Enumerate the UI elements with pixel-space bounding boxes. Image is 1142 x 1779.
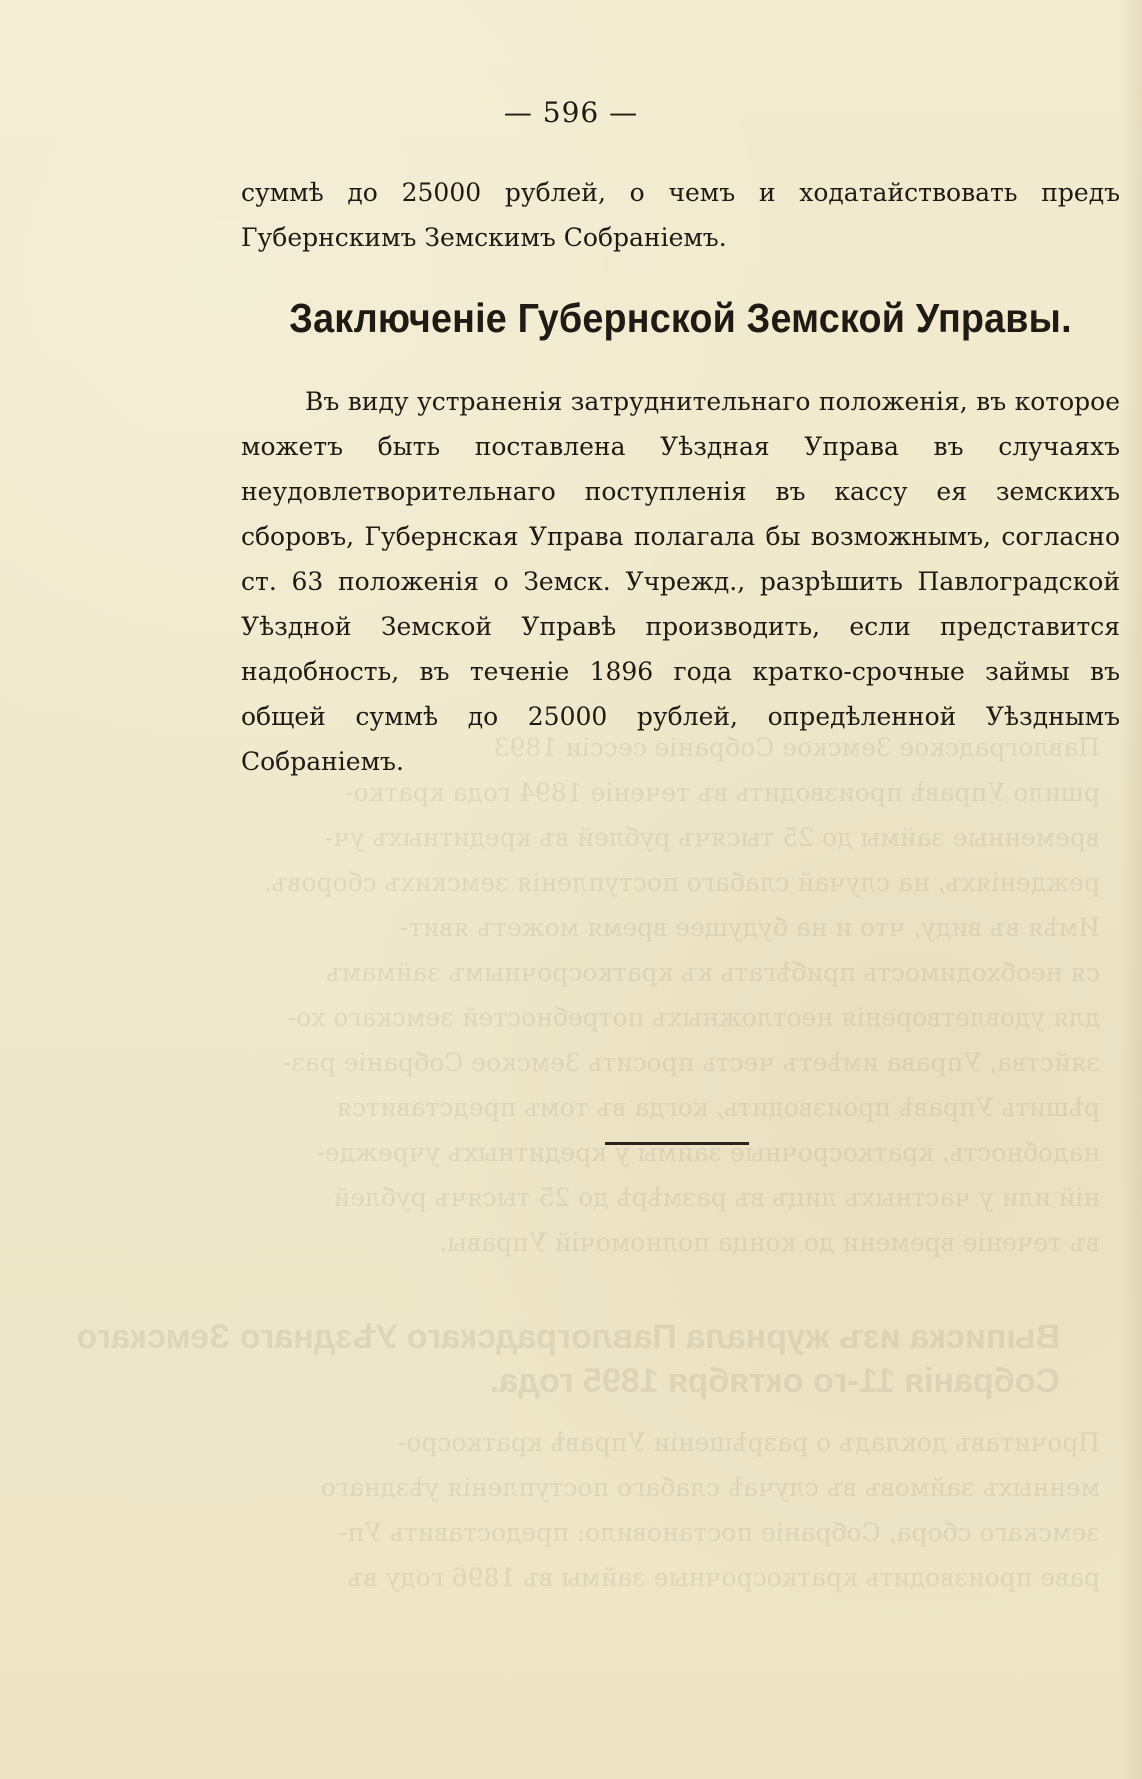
show-through-heading: Выписка изъ журнала Павлоградскаго Уѣзднаго Земскаго Собранія 11-го октября 1895 года. [76, 1318, 1060, 1400]
section-divider [605, 1142, 749, 1145]
show-through-text: Павлоградское Земское Собраніе сессіи 1893 ршило Управѣ производить въ теченіе 1894 года кратко- временные займы до 25 тысячъ рублей въ кредитныхъ уч- режденіяхъ, на случай слабаго поступленія земскихъ сборовъ. Имѣя въ виду, что и на будущее время можетъ явит- ся необходимость прибѣгать къ краткосрочнымъ займамъ для удовлетворенія неотложныхъ потребностей земскаго хо- зяйства, Управа имѣетъ честь просить Земское Собраніе раз- рѣшить Управѣ производить, когда въ томъ представится надобность, краткосрочные займы у кредитныхъ учрежде- ній или у частныхъ лицъ въ размѣрѣ до 25 тысячъ рублей въ теченіе времени до конца полномочій Управы. [263, 733, 1100, 1257]
document-content [241, 170, 1120, 784]
lead-paragraph: суммѣ до 25000 рублей, о чемъ и ходатайствовать предъ Губернскимъ Земскимъ Собраніемъ. [241, 178, 1120, 252]
show-through-text-lower: Прочитавъ докладъ о разрѣшеніи Управѣ краткосро- менныхъ займовъ въ случаѣ слабаго поступленія уѣзднаго земскаго сбора, Собраніе постановило: предоставить Уп- раве производить краткосрочные займы въ 1896 году въ [320, 1428, 1100, 1592]
page-number: — 596 — [503, 96, 639, 129]
section-paragraph: Въ виду устраненія затруднительнаго положенія, въ которое можетъ быть поставлена Уѣздная Управа въ случаяхъ неудовлетворительнаго поступленія въ кассу ея земскихъ сборовъ, Губернская Управа полагала бы возможнымъ, согласно ст. 63 положенія о Земск. Учрежд., разрѣшить Павлоградской Уѣздной Земской Управѣ производить, если представится надобность, въ теченіе 1896 года кратко-срочные займы въ общей суммѣ до 25000 рублей, опредѣленной Уѣзднымъ Собраніемъ. [241, 387, 1120, 776]
section-heading: Заключеніе Губернской Земской Управы. [289, 295, 1072, 341]
